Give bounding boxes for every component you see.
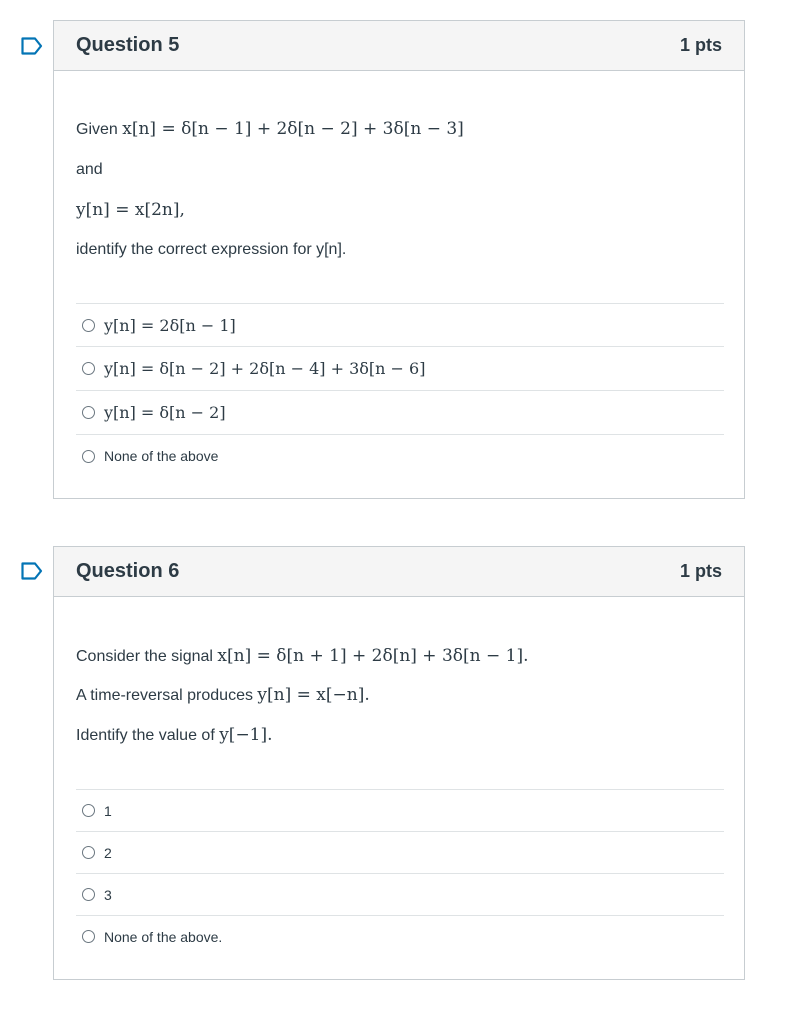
prompt-line-1-math: x[n] = δ[n + 1] + 2δ[n] + 3δ[n − 1].: [217, 646, 529, 666]
question-title: Question 6: [76, 560, 180, 582]
answer-option[interactable]: [76, 346, 724, 390]
answer-label: y[n] = δ[n − 2]: [104, 403, 226, 422]
prompt-y-definition: y[n] = x[2n],: [76, 200, 185, 220]
answer-option[interactable]: [76, 789, 724, 831]
radio-button[interactable]: [82, 319, 95, 332]
answer-option[interactable]: [76, 303, 724, 346]
answer-label: None of the above.: [104, 928, 223, 945]
prompt-given-line: [76, 119, 464, 139]
prompt-instruction: identify the correct expression for y[n].: [76, 241, 347, 258]
question-title: Question 5: [76, 34, 180, 56]
prompt-given-prefix: Given: [76, 121, 123, 138]
prompt-line-2-math: y[n] = x[−n].: [257, 685, 370, 705]
answer-label: 1: [104, 802, 112, 819]
radio-button[interactable]: [82, 846, 95, 859]
answer-label: y[n] = δ[n − 2] + 2δ[n − 4] + 3δ[n − 6]: [104, 359, 426, 378]
question-5-card: [53, 20, 745, 499]
answer-option[interactable]: [76, 873, 724, 915]
prompt-line-2: [76, 685, 370, 705]
radio-button[interactable]: [82, 804, 95, 817]
prompt-and: and: [76, 161, 103, 178]
radio-button[interactable]: [82, 888, 95, 901]
prompt-line-3-prefix: Identify the value of: [76, 727, 220, 744]
answer-label: y[n] = 2δ[n − 1]: [104, 315, 236, 335]
answer-list: [76, 789, 724, 957]
answer-label: None of the above: [104, 448, 219, 464]
prompt-line-3-math: y[−1].: [219, 725, 273, 745]
question-header: [54, 21, 744, 71]
bookmark-flag-icon[interactable]: [21, 562, 43, 580]
answer-option[interactable]: [76, 434, 724, 477]
radio-button[interactable]: [82, 930, 95, 943]
answer-option[interactable]: [76, 390, 724, 434]
answer-list: [76, 303, 724, 477]
prompt-line-1: [76, 646, 529, 666]
question-header: [54, 547, 744, 597]
answer-label: 3: [104, 886, 112, 903]
radio-button[interactable]: [82, 406, 95, 419]
radio-button[interactable]: [82, 362, 95, 375]
radio-button[interactable]: [82, 450, 95, 463]
prompt-x-definition: x[n] = δ[n − 1] + 2δ[n − 2] + 3δ[n − 3]: [122, 119, 464, 139]
answer-label: 2: [104, 844, 112, 861]
bookmark-flag-icon[interactable]: [21, 37, 43, 55]
prompt-line-1-prefix: Consider the signal: [76, 648, 218, 665]
prompt-line-2-prefix: A time-reversal produces: [76, 687, 258, 704]
answer-option[interactable]: [76, 831, 724, 873]
answer-option[interactable]: [76, 915, 724, 957]
question-6-card: [53, 546, 745, 980]
prompt-line-3: [76, 725, 273, 745]
question-points: 1 pts: [679, 561, 722, 581]
question-points: 1 pts: [679, 35, 722, 55]
